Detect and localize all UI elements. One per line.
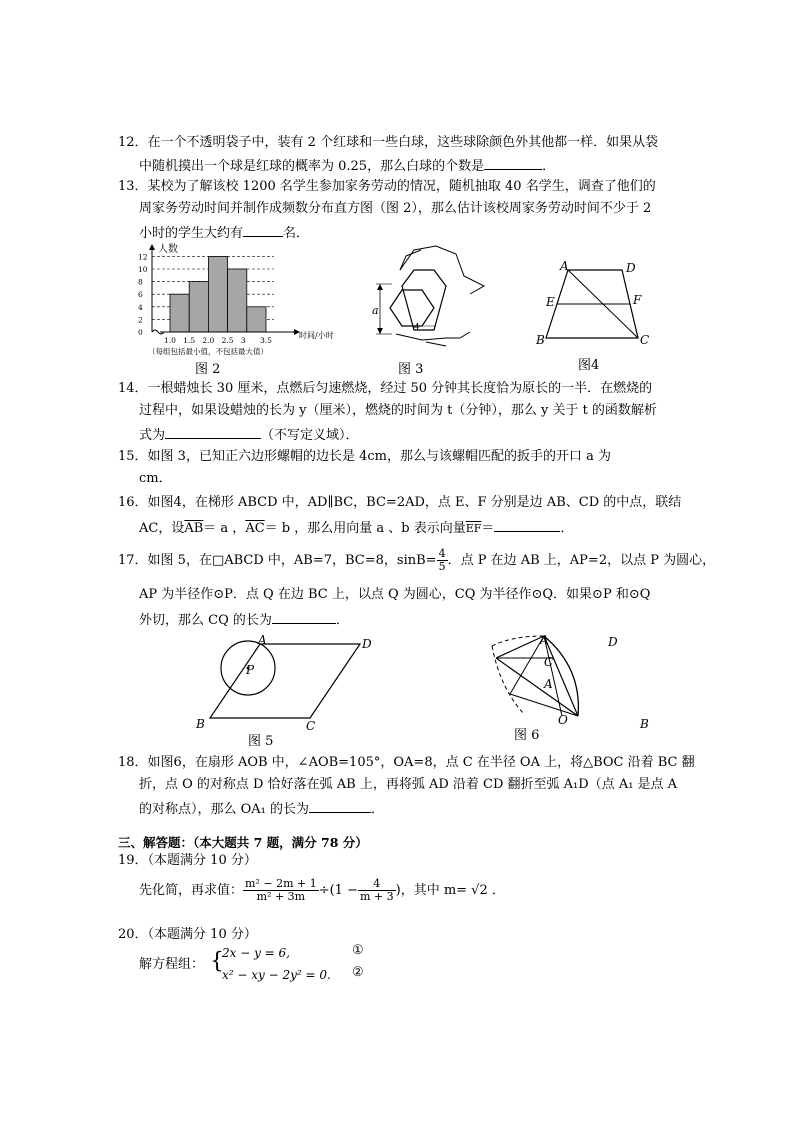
q13-line3: 小时的学生大约有 名． (139, 223, 309, 243)
x-tick-label: 2.0 (202, 336, 215, 345)
point-D: D (362, 637, 372, 651)
point-C: C (640, 333, 650, 347)
hist-xlabel: 时间/小时 (299, 331, 334, 340)
q20-eq2: x² − xy − 2y² = 0. (222, 968, 331, 982)
q16-line1: 16．如图4，在梯形 ABCD 中，AD∥BC，BC=2AD，点 E、F 分别是边 AB、CD 的中点，联结 (118, 495, 682, 510)
q20-pre: 解方程组： (139, 957, 205, 972)
q17-line1: 17．如图 5，在□ABCD 中，AB=7，BC=8，sinB= $\frac{4}{5}$ ．点 P 在边 AB 上，AP=2，以点 P 为圆心， (118, 547, 716, 573)
point-B: B (536, 333, 545, 347)
q13-line2: 周家务劳动时间并制作成频数分布直方图（图 2），那么估计该校周家务劳动时间不少于 2 (139, 201, 652, 216)
y-tick-label: 12 (138, 252, 148, 262)
answer-blank[interactable] (494, 518, 560, 532)
q20-title: 20．（本题满分 10 分） (118, 927, 257, 942)
figure-4-trapezoid (530, 258, 660, 350)
figure-3-hex-nut (366, 242, 496, 354)
point-P: P (246, 663, 255, 677)
x-tick-label: 1.5 (183, 336, 196, 345)
section-3-header: 三、解答题：（本大题共 7 题，满分 78 分） (118, 835, 368, 850)
point-A: A (560, 259, 569, 273)
point-A: A (540, 633, 549, 647)
q20-mark1: ① (352, 943, 364, 958)
q14-line1: 14．一根蜡烛长 30 厘米，点燃后匀速燃烧，经过 50 分钟其长度恰为原长的一半．在燃烧的 (118, 381, 653, 396)
q18-line3: 的对称点），那么 OA₁ 的长为 ． (139, 799, 384, 819)
point-B: B (640, 717, 649, 731)
point-F: F (633, 293, 642, 307)
y-tick-label: 2 (138, 315, 143, 325)
q14-line3: 式为 （不写定义域）． (139, 425, 359, 445)
q20-eq1: 2x − y = 6, (222, 946, 290, 960)
histogram-bar (189, 282, 208, 332)
q13-line1: 13．某校为了解该校 1200 名学生参加家务劳动的情况，随机抽取 40 名学生，调查了他们的 (118, 179, 656, 194)
figure-2-histogram (134, 240, 344, 372)
answer-blank[interactable] (309, 799, 371, 813)
q19-expression: 先化简，再求值： $\frac{\text{m² − 2m + 1}}{\text{m² + 3m}}$ ÷(1 − $\frac{4}{m + 3}$ )，其中 m= √2 ． (139, 877, 505, 903)
answer-blank[interactable] (272, 610, 336, 624)
hist-note: （每组包括最小值，不包括最大值） (148, 347, 268, 356)
label-a: a (372, 304, 379, 317)
answer-blank[interactable] (243, 223, 283, 237)
point-E: E (546, 295, 555, 309)
figure-5-parallelogram (190, 630, 380, 734)
point-B: B (196, 717, 205, 731)
figure-6-caption: 图 6 (514, 728, 540, 743)
point-D: D (608, 635, 618, 649)
histogram-bar (208, 256, 227, 332)
y-tick-label: 6 (138, 290, 143, 300)
point-D: D (626, 261, 636, 275)
point-C: C (544, 655, 554, 669)
q18-line1: 18．如图6，在扇形 AOB 中，∠AOB=105°，OA=8，点 C 在半径 OA 上，将△BOC 沿着 BC 翻 (118, 755, 695, 770)
q19-title: 19．（本题满分 10 分） (118, 853, 257, 868)
q18-line2: 折，点 O 的对称点 D 恰好落在弧 AB 上，再将弧 AD 沿着 CD 翻折至弧 A₁D（点 A₁ 是点 A (139, 777, 678, 792)
brace: { (210, 949, 224, 974)
histogram-bar (228, 269, 247, 332)
x-tick-label: 2.5 (221, 336, 234, 345)
answer-blank[interactable] (484, 156, 542, 170)
figure-6-sector (482, 628, 662, 732)
x-tick-label: 3 (240, 336, 246, 345)
hist-ylabel: 人数 (158, 244, 178, 255)
point-C: C (306, 719, 316, 733)
q12-line1: 12．在一个不透明袋子中，装有 2 个红球和一些白球，这些球除颜色外其他都一样．如果从袋 (118, 135, 659, 150)
histogram-bar (170, 294, 189, 332)
q17-line3: 外切，那么 CQ 的长为 ． (139, 610, 349, 630)
q14-line2: 过程中，如果设蜡烛的长为 y（厘米），燃烧的时间为 t（分钟），那么 y 关于 t 的函数解析 (139, 403, 657, 418)
y-tick-label: 0 (138, 328, 143, 337)
point-O: O (558, 713, 568, 727)
q17-line2: AP 为半径作⊙P．点 Q 在边 BC 上，以点 Q 为圆心，CQ 为半径作⊙Q．如果⊙P 和⊙Q (139, 587, 651, 602)
point-A1: A (544, 677, 553, 691)
histogram-bar (247, 307, 266, 332)
q15-line2: cm． (139, 471, 172, 486)
q12-line2: 中随机摸出一个球是红球的概率为 0.25，那么白球的个数是 ． (139, 156, 555, 176)
y-tick-label: 8 (138, 277, 143, 287)
q15-line1: 15．如图 3，已知正六边形螺帽的边长是 4cm，那么与该螺帽匹配的扳手的开口 a 为 (118, 449, 611, 464)
label-4: 4 (414, 323, 420, 333)
q16-line2: AC，设$\overline{AB}= a$ ，$\overline{AC}= b$ ，那么用向量 a 、b 表示向量$\overline{EF}=$ ． (139, 518, 573, 538)
figure-3-caption: 图 3 (398, 362, 424, 377)
x-tick-label: 3.5 (260, 336, 272, 345)
y-tick-label: 10 (138, 265, 148, 274)
x-tick-label: 1.0 (164, 336, 176, 345)
answer-blank[interactable] (165, 425, 261, 439)
y-tick-label: 4 (138, 302, 143, 312)
figure-5-caption: 图 5 (248, 734, 274, 749)
figure-4-caption: 图4 (578, 358, 600, 373)
q20-mark2: ② (352, 965, 364, 980)
point-A: A (258, 633, 267, 647)
figure-2-caption: 图 2 (195, 362, 221, 377)
